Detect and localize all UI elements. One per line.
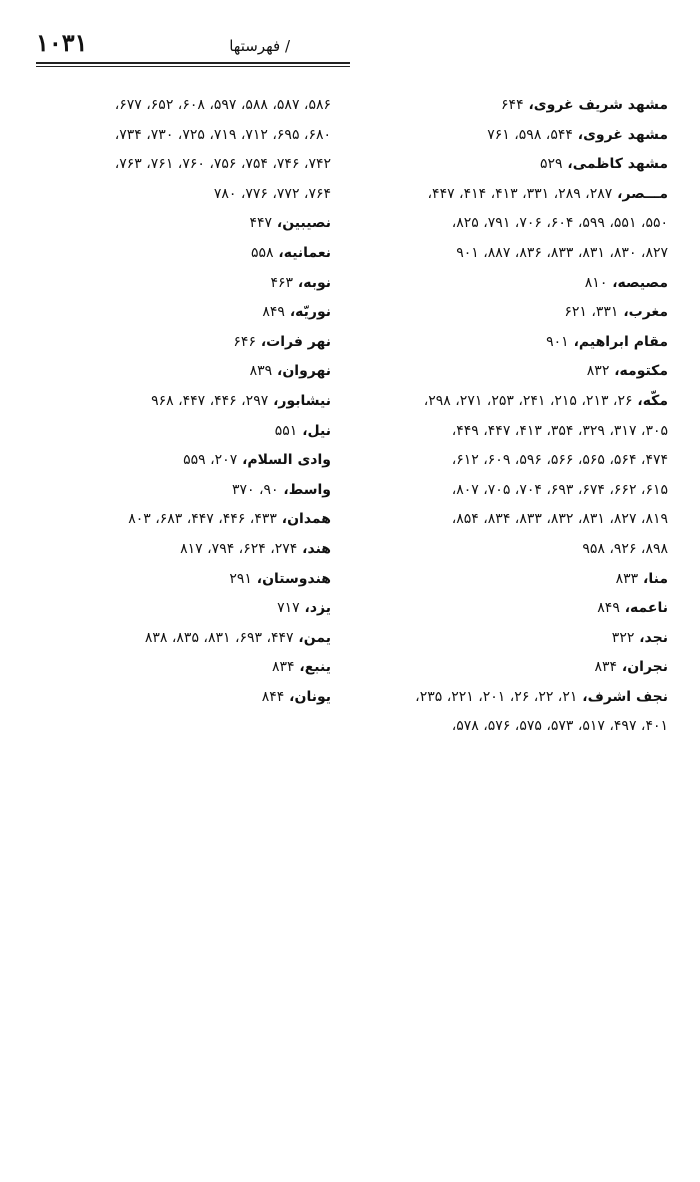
index-term: هندوستان،: [251, 570, 331, 587]
index-pages: ۵۴۴، ۵۹۸، ۷۶۱: [487, 126, 573, 143]
index-term: مـــصر،: [612, 185, 668, 202]
index-pages: ۹۰۱: [546, 333, 569, 350]
index-term: نیشابور،: [268, 392, 331, 409]
index-term: وادی السلام،: [237, 452, 331, 469]
index-term: همدان،: [276, 511, 331, 528]
index-term: مشهد شریف غروی،: [523, 97, 668, 113]
index-term: یزد،: [299, 600, 331, 617]
index-pages: ۴۳۳، ۴۴۶، ۴۴۷، ۶۸۳، ۸۰۳: [128, 511, 277, 528]
index-pages: ۸۳۹: [249, 363, 273, 380]
index-entry: [31, 328, 331, 358]
index-entry: [31, 565, 331, 595]
index-pages: ۶۴۶: [233, 333, 256, 350]
index-term: نهر فرات،: [255, 333, 331, 350]
index-pages: ۸۴۹: [597, 600, 620, 617]
index-entry: [368, 209, 668, 239]
index-term: مقام ابراهیم،: [568, 333, 668, 350]
index-pages: ۶۱۵، ۶۶۲، ۶۷۴، ۶۹۳، ۷۰۴، ۷۰۵، ۸۰۷،: [451, 481, 668, 498]
index-term: نجف اشرف،: [577, 688, 668, 705]
index-entry: [368, 121, 668, 151]
index-entry: [368, 180, 668, 210]
index-term: نوبه،: [293, 274, 331, 291]
index-pages: ۸۴۴: [261, 688, 285, 705]
index-pages: ۵۵۰، ۵۵۱، ۵۹۹، ۶۰۴، ۷۰۶، ۷۹۱، ۸۲۵،: [451, 215, 668, 232]
header-rule-thin: [36, 66, 350, 67]
index-term: مغرب،: [618, 304, 668, 321]
index-entry: [368, 298, 668, 328]
index-entry: [368, 653, 668, 683]
index-pages: ۵۵۸: [250, 244, 274, 261]
index-entry: [31, 683, 331, 713]
index-pages: ۵۲۹: [539, 156, 563, 173]
index-entry: [368, 91, 668, 121]
index-term: ینبع،: [294, 659, 331, 676]
index-entry: [368, 269, 668, 299]
index-term: نجران،: [617, 659, 668, 676]
index-pages: ۳۰۵، ۳۱۷، ۳۲۹، ۳۵۴، ۴۱۳، ۴۴۷، ۴۴۹،: [451, 422, 668, 439]
index-pages: ۸۳۴: [594, 659, 617, 676]
index-pages: ۹۰، ۳۷۰: [231, 481, 279, 498]
index-term: هند،: [297, 540, 331, 557]
index-entry: [368, 239, 668, 269]
index-pages: ۷۴۲، ۷۴۶، ۷۵۴، ۷۵۶، ۷۶۰، ۷۶۱، ۷۶۳،: [114, 156, 331, 173]
index-pages: ۲۰۷، ۵۵۹: [183, 452, 238, 469]
index-entry: [368, 535, 668, 565]
index-entry: [368, 417, 668, 447]
index-entry: [31, 180, 331, 210]
index-pages: ۸۴۹: [262, 304, 285, 321]
index-pages: ۲۹۷، ۴۴۶، ۴۴۷، ۹۶۸: [151, 392, 269, 409]
index-entry: [31, 446, 331, 476]
index-entry: [368, 446, 668, 476]
index-pages: ۴۴۷، ۶۹۳، ۸۳۱، ۸۳۵، ۸۳۸: [144, 629, 294, 646]
index-pages: ۴۶۳: [270, 274, 294, 291]
index-pages: ۲۱، ۲۲، ۲۶، ۲۰۱، ۲۲۱، ۲۳۵،: [415, 688, 578, 705]
index-entry: [368, 594, 668, 624]
index-pages: ۴۷۴، ۵۶۴، ۵۶۵، ۵۶۶، ۵۹۶، ۶۰۹، ۶۱۲،: [451, 452, 668, 469]
index-entry: [31, 535, 331, 565]
index-pages: ۴۴۷: [249, 215, 272, 232]
index-entry: [31, 298, 331, 328]
index-term: مشهد کاظمی،: [562, 156, 668, 173]
index-term: نصیبین،: [272, 215, 331, 232]
index-entry: [368, 387, 668, 417]
running-title: / فهرستها: [229, 37, 290, 55]
index-pages: ۵۵۱: [274, 422, 298, 439]
index-term: یونان،: [284, 688, 331, 705]
index-pages: ۶۸۰، ۶۹۵، ۷۱۲، ۷۱۹، ۷۲۵، ۷۳۰، ۷۳۴،: [114, 126, 331, 143]
index-column-left: [31, 91, 331, 712]
index-term: مشهد غروی،: [572, 126, 668, 143]
index-pages: ۸۹۸، ۹۲۶، ۹۵۸: [582, 540, 668, 557]
index-pages: ۸۳۴: [271, 659, 295, 676]
index-entry: [368, 150, 668, 180]
header-rule-thick: [36, 62, 350, 64]
index-term: مکتومه،: [609, 363, 668, 380]
index-entry: [368, 712, 668, 742]
index-pages: ۲۸۷، ۲۸۹، ۳۳۱، ۴۱۳، ۴۱۴، ۴۴۷،: [427, 185, 613, 202]
index-term: نیل،: [297, 422, 331, 439]
index-entry: [368, 476, 668, 506]
index-entry: [31, 121, 331, 151]
index-entry: [31, 653, 331, 683]
index-pages: ۶۴۴: [501, 97, 524, 113]
index-entry: [31, 150, 331, 180]
index-term: منا،: [638, 570, 668, 587]
index-entry: [368, 683, 668, 713]
index-term: یمن،: [293, 629, 331, 646]
index-pages: ۲۷۴، ۶۲۴، ۷۹۴، ۸۱۷: [180, 540, 298, 557]
index-entry: [368, 357, 668, 387]
index-entry: [31, 209, 331, 239]
index-pages: ۳۳۱، ۶۲۱: [564, 304, 619, 321]
index-entry: [368, 505, 668, 535]
index-column-right: [368, 91, 668, 742]
index-entry: [31, 239, 331, 269]
index-pages: ۴۰۱، ۴۹۷، ۵۱۷، ۵۷۳، ۵۷۵، ۵۷۶، ۵۷۸،: [451, 718, 668, 735]
index-entry: [31, 476, 331, 506]
index-entry: [31, 357, 331, 387]
index-pages: ۷۶۴، ۷۷۲، ۷۷۶، ۷۸۰: [213, 185, 331, 202]
index-entry: [31, 417, 331, 447]
index-pages: ۳۲۲: [611, 629, 635, 646]
index-pages: ۷۱۷: [277, 600, 300, 617]
index-entry: [31, 594, 331, 624]
index-entry: [31, 505, 331, 535]
index-term: ناعمه،: [619, 600, 668, 617]
index-pages: ۸۳۲: [586, 363, 610, 380]
index-entry: [31, 387, 331, 417]
index-entry: [368, 624, 668, 654]
index-entry: [31, 91, 331, 121]
index-pages: ۸۱۹، ۸۲۷، ۸۳۱، ۸۳۲، ۸۳۳، ۸۳۴، ۸۵۴،: [451, 511, 668, 528]
index-term: نجد،: [634, 629, 668, 646]
index-term: مصیصه،: [607, 274, 668, 291]
index-pages: ۲۶، ۲۱۳، ۲۱۵، ۲۴۱، ۲۵۳، ۲۷۱، ۲۹۸،: [423, 392, 633, 409]
index-entry: [368, 565, 668, 595]
index-entry: [31, 269, 331, 299]
index-pages: ۲۹۱: [229, 570, 252, 587]
index-term: نهروان،: [272, 363, 331, 380]
index-pages: ۸۲۷، ۸۳۰، ۸۳۱، ۸۳۳، ۸۳۶، ۸۸۷، ۹۰۱: [456, 244, 668, 261]
index-pages: ۸۳۳: [615, 570, 639, 587]
index-term: واسط،: [278, 481, 331, 498]
index-pages: ۵۸۶، ۵۸۷، ۵۸۸، ۵۹۷، ۶۰۸، ۶۵۲، ۶۷۷،: [114, 97, 331, 113]
index-pages: ۸۱۰: [584, 274, 608, 291]
page-header: [36, 28, 350, 64]
index-term: نوريّه،: [284, 304, 331, 321]
page-number: ۱۰۳۱: [36, 28, 88, 57]
index-entry: [368, 328, 668, 358]
index-entry: [31, 624, 331, 654]
index-term: نعمانیه،: [273, 244, 331, 261]
index-term: مکّه،: [632, 392, 668, 409]
